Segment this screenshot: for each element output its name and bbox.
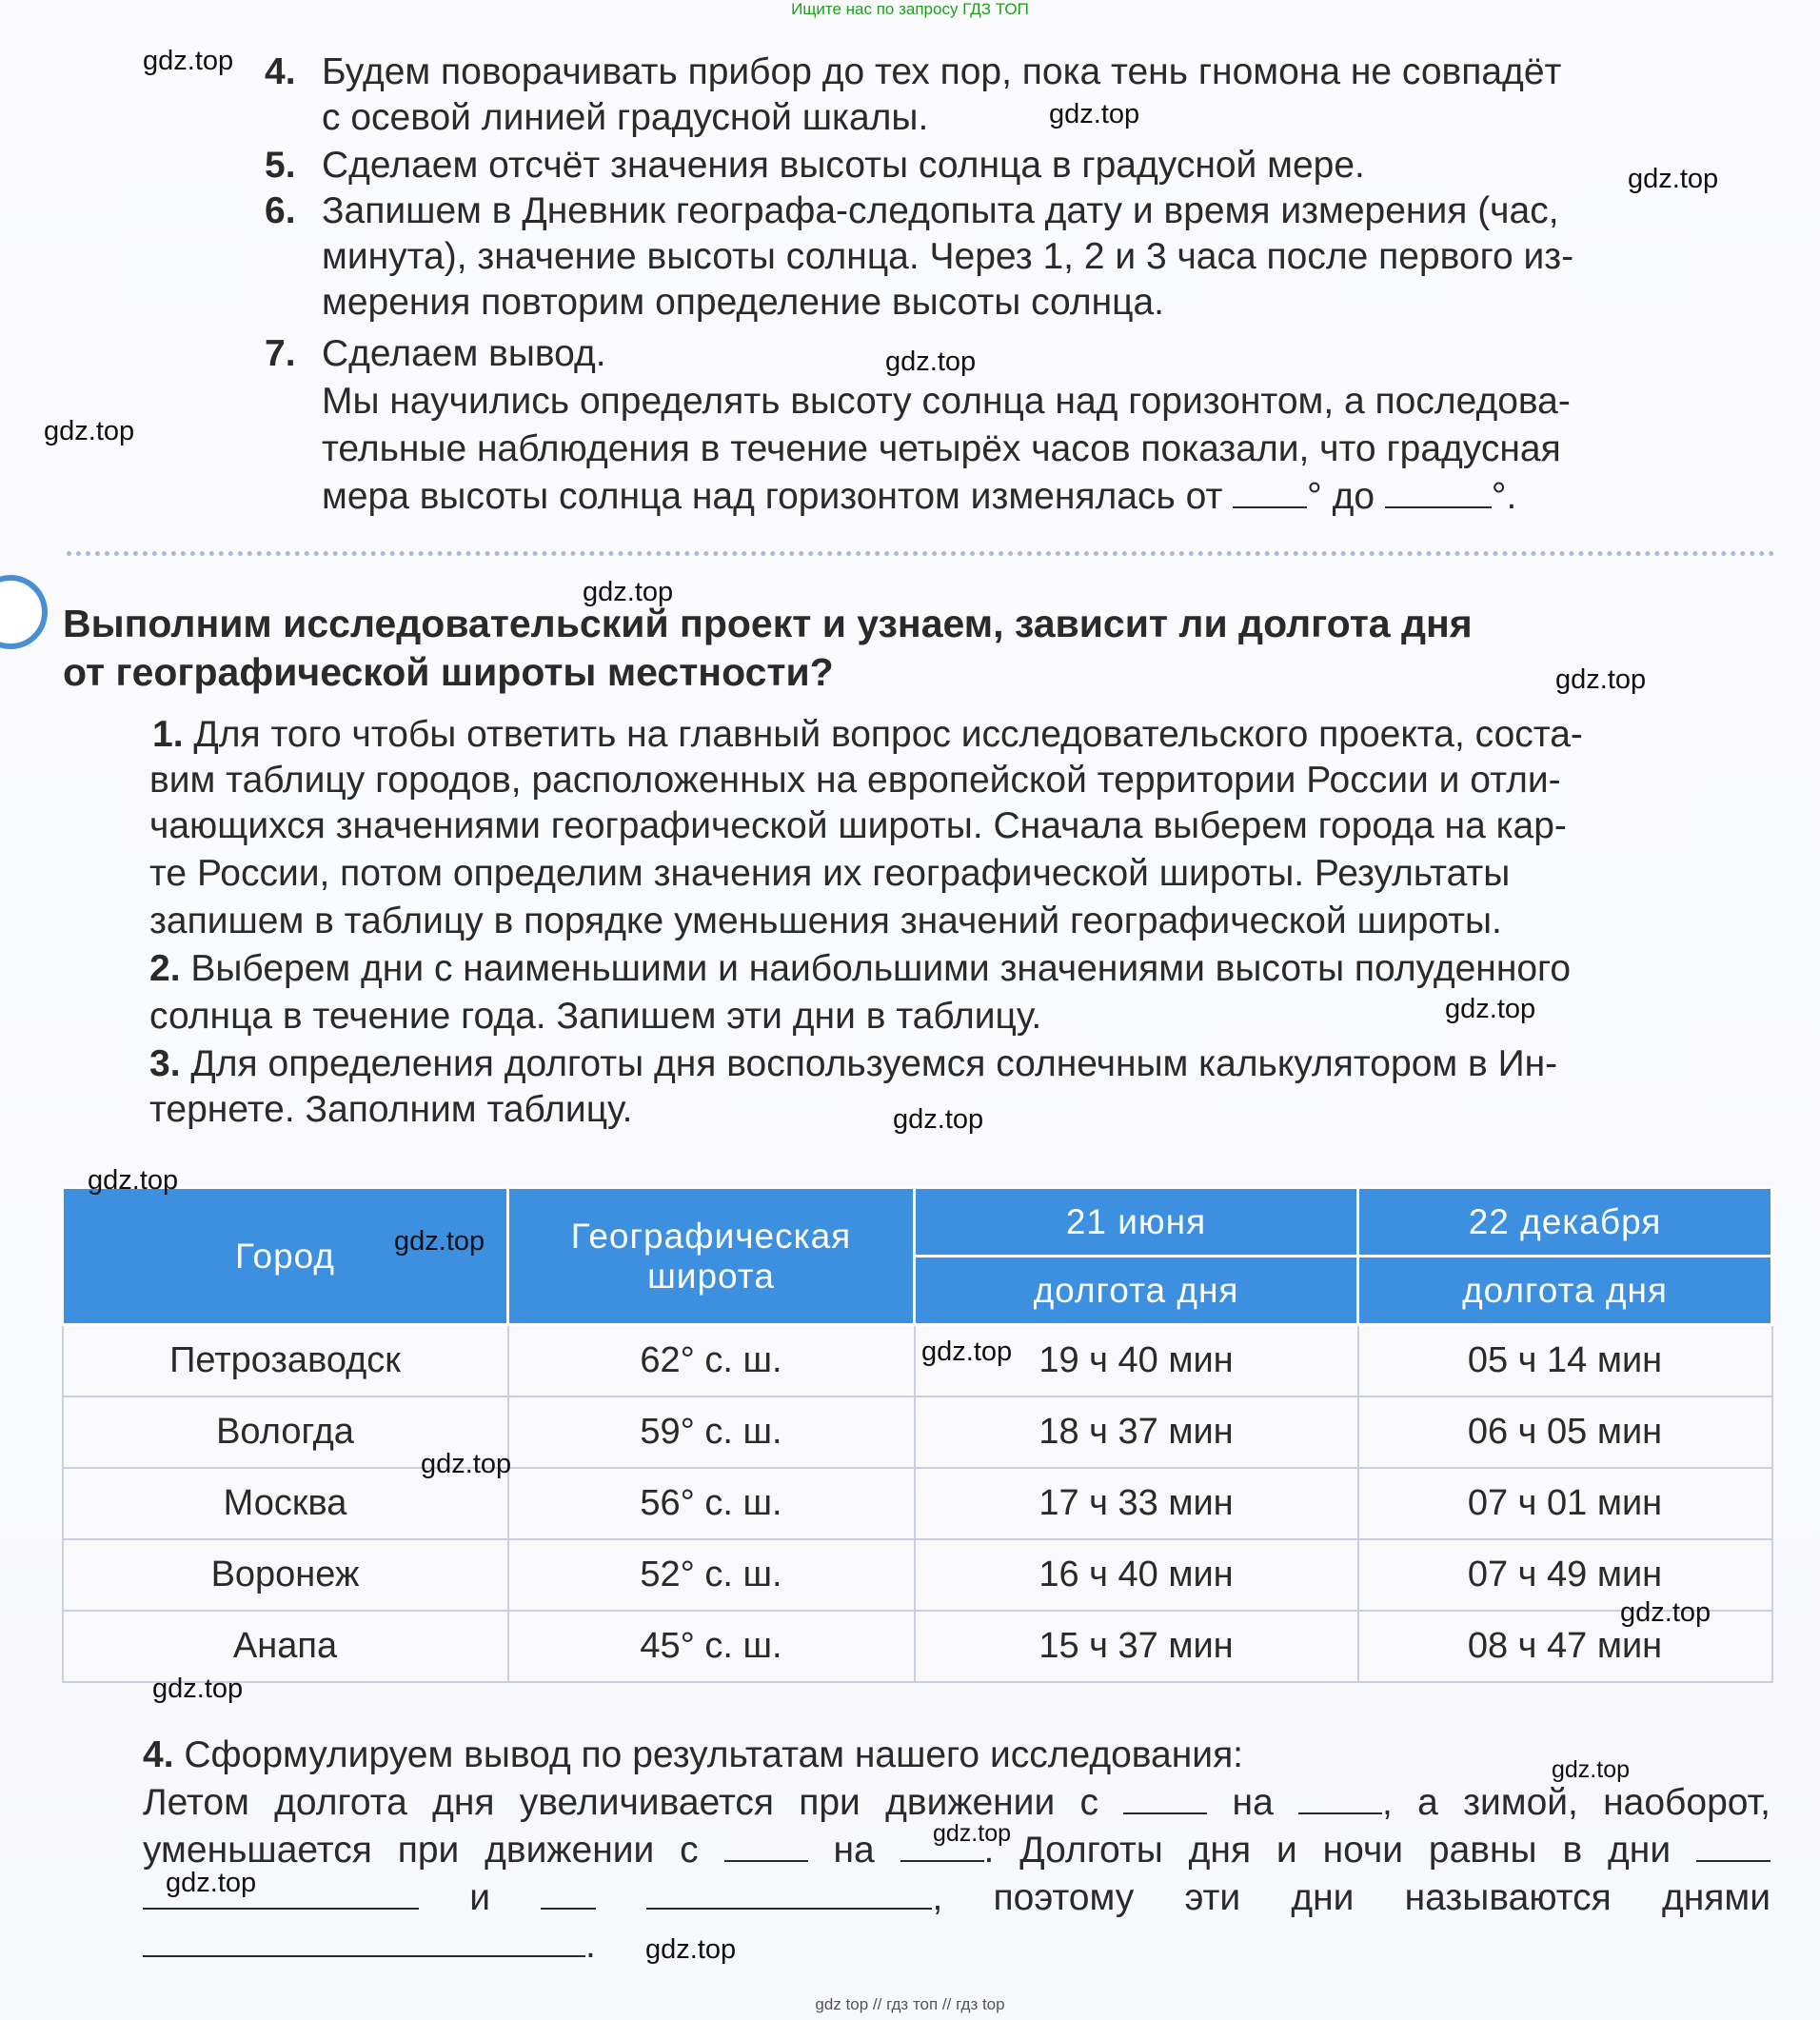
cell-june: 15 ч 37 мин bbox=[915, 1611, 1358, 1682]
table-row bbox=[63, 1396, 1772, 1468]
header-city: Город bbox=[63, 1188, 508, 1325]
answer-blank-winter-to[interactable] bbox=[900, 1860, 984, 1862]
item1-line2: вим таблицу городов, расположенных на европейской территории России и отли- bbox=[149, 760, 1561, 801]
watermark: gdz.top bbox=[1628, 164, 1719, 194]
conclusion-line5: . bbox=[143, 1923, 596, 1969]
item1-line4: те России, потом определим значения их географической широты. Результаты bbox=[149, 853, 1511, 894]
conclusion-line4: и , поэтому эти дни называются днями bbox=[143, 1875, 1771, 1921]
project-heading-line1: Выполним исследовательский проект и узнаем, зависит ли долгота дня bbox=[63, 602, 1473, 645]
answer-blank-from[interactable] bbox=[1233, 506, 1307, 508]
watermark: gdz.top bbox=[583, 577, 674, 607]
table-row bbox=[63, 1539, 1772, 1611]
cell-lat: 52° с. ш. bbox=[508, 1539, 915, 1611]
answer-blank-winter-from[interactable] bbox=[724, 1860, 808, 1862]
answer-blank-to[interactable] bbox=[1385, 506, 1492, 508]
cell-lat: 45° с. ш. bbox=[508, 1611, 915, 1682]
watermark: gdz.top bbox=[1049, 99, 1140, 129]
cell-lat: 56° с. ш. bbox=[508, 1468, 915, 1539]
conclusion-line1: 4. Сформулируем вывод по результатам нашего исследования: bbox=[143, 1734, 1244, 1775]
watermark: gdz.top bbox=[44, 416, 135, 446]
header-latitude: Географическая широта bbox=[508, 1188, 915, 1325]
watermark: gdz.top bbox=[933, 1820, 1012, 1847]
cell-dec: 07 ч 49 мин bbox=[1358, 1539, 1772, 1611]
watermark: gdz.top bbox=[421, 1449, 512, 1479]
project-heading-line2: от географической широты местности? bbox=[63, 650, 834, 694]
day-length-table bbox=[61, 1186, 1773, 1683]
item1-line1: 1. Для того чтобы ответить на главный вопрос исследовательского проекта, соста- bbox=[152, 714, 1583, 755]
answer-blank-equal-day2[interactable] bbox=[541, 1908, 596, 1910]
cell-city: Анапа bbox=[63, 1611, 508, 1682]
cell-dec: 05 ч 14 мин bbox=[1358, 1325, 1772, 1397]
header-june-daylength: долгота дня bbox=[915, 1257, 1358, 1325]
cell-june: 19 ч 40 мин bbox=[915, 1325, 1358, 1397]
answer-blank-summer-to[interactable] bbox=[1298, 1812, 1382, 1814]
step5-line1: Сделаем отсчёт значения высоты солнца в градусной мере. bbox=[322, 145, 1365, 186]
header-december-daylength: долгота дня bbox=[1358, 1257, 1772, 1325]
cell-city: Москва bbox=[63, 1468, 508, 1539]
watermark: gdz.top bbox=[166, 1868, 257, 1898]
dotted-divider bbox=[67, 551, 1775, 556]
step6-line1: Запишем в Дневник географа-следопыта дату и время измерения (час, bbox=[322, 190, 1559, 231]
cell-dec: 08 ч 47 мин bbox=[1358, 1611, 1772, 1682]
item3-line2: тернете. Заполним таблицу. bbox=[149, 1089, 633, 1130]
answer-blank-equal-day1[interactable] bbox=[1696, 1860, 1771, 1862]
watermark: gdz.top bbox=[1620, 1597, 1711, 1628]
watermark: gdz.top bbox=[645, 1934, 737, 1965]
cell-june: 16 ч 40 мин bbox=[915, 1539, 1358, 1611]
item2-line1: 2. Выберем дни с наименьшими и наибольшими значениями высоты полуденного bbox=[149, 948, 1572, 989]
step6-line2: минута), значение высоты солнца. Через 1, 2 и 3 часа после первого из- bbox=[322, 236, 1574, 277]
section-marker-icon bbox=[0, 575, 48, 649]
answer-blank-summer-from[interactable] bbox=[1123, 1812, 1207, 1814]
cell-city: Воронеж bbox=[63, 1539, 508, 1611]
answer-blank-equal-day2-cont[interactable] bbox=[646, 1908, 932, 1910]
step7-line3: тельные наблюдения в течение четырёх часов показали, что градусная bbox=[322, 428, 1561, 469]
answer-blank-days-name[interactable] bbox=[143, 1955, 585, 1957]
watermark: gdz.top bbox=[921, 1337, 1013, 1367]
watermark: gdz.top bbox=[143, 46, 234, 76]
step5-number: 5. bbox=[265, 145, 296, 186]
cell-city: Петрозаводск bbox=[63, 1325, 508, 1397]
step7-number: 7. bbox=[265, 333, 296, 374]
step6-number: 6. bbox=[265, 190, 296, 231]
cell-june: 17 ч 33 мин bbox=[915, 1468, 1358, 1539]
bottom-banner: gdz top // гдз топ // гдз top bbox=[815, 1995, 1005, 2013]
step7-line1: Сделаем вывод. bbox=[322, 333, 606, 374]
watermark: gdz.top bbox=[885, 347, 977, 377]
cell-june: 18 ч 37 мин bbox=[915, 1396, 1358, 1468]
cell-lat: 59° с. ш. bbox=[508, 1396, 915, 1468]
step7-line4: мера высоты солнца над горизонтом изменялась от ° до °. bbox=[322, 476, 1517, 517]
watermark: gdz.top bbox=[893, 1104, 984, 1135]
table-row bbox=[63, 1611, 1772, 1682]
watermark: gdz.top bbox=[152, 1673, 244, 1704]
top-banner[interactable]: Ищите нас по запросу ГДЗ ТОП bbox=[791, 0, 1029, 18]
item1-line3: чающихся значениями географической широты. Сначала выберем города на кар- bbox=[149, 805, 1567, 846]
item3-line1: 3. Для определения долготы дня воспользуемся солнечным калькулятором в Ин- bbox=[149, 1043, 1558, 1084]
step7-line2: Мы научились определять высоту солнца над горизонтом, а последова- bbox=[322, 381, 1571, 422]
conclusion-line3: уменьшается при движении с на . Долготы дня и ночи равны в дни bbox=[143, 1828, 1771, 1873]
cell-lat: 62° с. ш. bbox=[508, 1325, 915, 1397]
watermark: gdz.top bbox=[88, 1165, 179, 1196]
header-december: 22 декабря bbox=[1358, 1188, 1772, 1257]
watermark: gdz.top bbox=[1555, 664, 1647, 695]
conclusion-line2: Летом долгота дня увеличивается при движении с на , а зимой, наоборот, bbox=[143, 1782, 1771, 1823]
item2-line2: солнца в течение года. Запишем эти дни в таблицу. bbox=[149, 996, 1042, 1037]
cell-dec: 07 ч 01 мин bbox=[1358, 1468, 1772, 1539]
answer-blank-equal-day1-cont[interactable] bbox=[143, 1908, 419, 1910]
step4-line1: Будем поворачивать прибор до тех пор, пока тень гномона не совпадёт bbox=[322, 51, 1562, 92]
step4-line2: с осевой линией градусной шкалы. bbox=[322, 97, 929, 138]
table-row bbox=[63, 1468, 1772, 1539]
step6-line3: мерения повторим определение высоты солнца. bbox=[322, 282, 1165, 323]
table-row bbox=[63, 1325, 1772, 1397]
step4-number: 4. bbox=[265, 51, 296, 92]
watermark: gdz.top bbox=[394, 1226, 485, 1257]
watermark: gdz.top bbox=[1552, 1756, 1631, 1783]
cell-city: Вологда bbox=[63, 1396, 508, 1468]
watermark: gdz.top bbox=[1445, 994, 1536, 1024]
item1-line5: запишем в таблицу в порядке уменьшения значений географической широты. bbox=[149, 901, 1502, 941]
header-june: 21 июня bbox=[915, 1188, 1358, 1257]
cell-dec: 06 ч 05 мин bbox=[1358, 1396, 1772, 1468]
